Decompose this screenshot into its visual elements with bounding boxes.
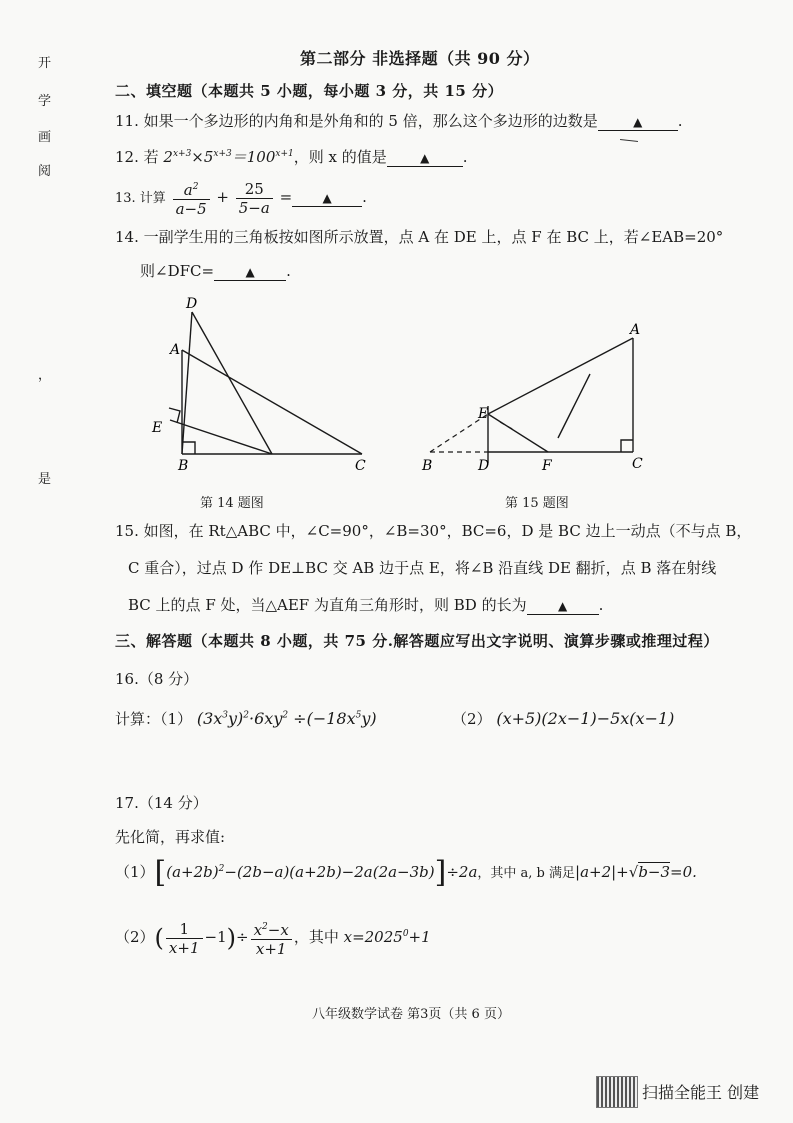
question-text: 11. 如果一个多边形的内角和是外角和的 5 倍，那么这个多边形的边数是 [115, 112, 598, 130]
label-B: B [178, 458, 189, 474]
question-16-head: 16.（8 分） [115, 670, 199, 688]
label-A: A [170, 342, 181, 358]
label-A: A [630, 322, 641, 338]
figure-14 [140, 292, 380, 482]
label-B: B [422, 458, 433, 474]
equation: (x+5)(2x−1)−5x(x−1) [496, 709, 675, 728]
question-15-line2: C 重合），过点 D 作 DE⊥BC 交 AB 边于点 E，将∠B 沿直线 DE 翻折，点 B 落在射线 [128, 559, 717, 577]
label-E: E [152, 420, 163, 436]
question-15-line3: BC 上的点 F 处，当△AEF 为直角三角形时，则 BD 的长为 ▲ . [128, 596, 604, 614]
question-13: 13. 计算 $\frac{a^2}{a-5}$ + $\frac{25}{5-a}$ = ▲ . [115, 179, 367, 218]
answer-blank: ▲ [387, 148, 463, 167]
stray-mark [620, 139, 638, 142]
equation: $2^{x+3}\times 5^{x+3}=100^{x+1}$ [163, 148, 294, 166]
condition: $x=2025^0+1$ [343, 928, 431, 946]
question-14: 14. 一副学生用的三角板按如图所示放置，点 A 在 DE 上，点 F 在 BC 上，若∠EAB=20° [115, 228, 724, 246]
section-title: 三、解答题（本题共 8 小题，共 75 分.解答题应写出文字说明、演算步骤或推理过程） [115, 632, 719, 650]
question-17-part2: （2）( $\frac{1}{x+1}$ −1)÷ $\frac{x^2-x}{x+1}$ ，其中 $x=2025^0+1$ [115, 919, 431, 958]
question-12: 12. 若 $2^{x+3}\times 5^{x+3}=100^{x+1}$，则 x 的值是 ▲ . [115, 148, 468, 166]
page-footer: 八年级数学试卷 第3页（共 6 页） [312, 1007, 510, 1022]
scanner-watermark: 扫描全能王 创建 [642, 1083, 760, 1102]
equation: $[(a+2b)^2-(2b-a)(a+2b)-2a(2a-3b)]\div 2a$ [154, 855, 478, 890]
label-C: C [632, 456, 643, 472]
question-11: 11. 如果一个多边形的内角和是外角和的 5 倍，那么这个多边形的边数是 ▲ . [115, 112, 683, 130]
section-title: 二、填空题（本题共 5 小题，每小题 3 分，共 15 分） [115, 82, 504, 100]
label-C: C [355, 458, 366, 474]
part-title: 第二部分 非选择题（共 90 分） [300, 49, 540, 68]
fraction: $\frac{25}{5-a}$ [236, 180, 273, 217]
condition: |a+2|+√b−3=0. [575, 863, 697, 881]
margin-mark: 开 [38, 56, 52, 71]
answer-blank: ▲ [292, 188, 362, 207]
question-16-part1: 计算：（1） $(3x^3y)^2\cdot 6xy^2 \div(-18x^5y)$ [115, 709, 377, 728]
margin-mark: 是 [38, 472, 52, 487]
fraction: $\frac{a^2}{a-5}$ [173, 178, 210, 218]
answer-blank: ▲ [598, 112, 678, 131]
scanner-logo [596, 1076, 638, 1108]
label-E: E [478, 406, 489, 422]
margin-mark: ， [38, 368, 52, 383]
label-D: D [186, 296, 198, 312]
figure-15 [418, 318, 658, 478]
answer-blank: ▲ [527, 596, 599, 615]
question-17-part1: $(1)[(a+2b)^2-(2b-a)(a+2b)-2a(2a-3b)]\div 2a$，其中 a, b 满足|a+2|+√b−3=0. [115, 855, 697, 890]
margin-mark: 阅 [38, 164, 52, 179]
label-D: D [478, 458, 490, 474]
figure-15-caption: 第 15 题图 [505, 496, 569, 511]
question-15: 15. 如图，在 Rt△ABC 中，∠C=90°，∠B=30°，BC=6，D 是 BC 边上一动点（不与点 B， [115, 522, 752, 540]
question-17-lead: 先化简，再求值: [115, 828, 226, 846]
question-14-line2: 则∠DFC= ▲ . [140, 262, 291, 280]
fraction: $\frac{1}{x+1}$ [166, 920, 203, 957]
question-17-head: 17.（14 分） [115, 794, 208, 812]
answer-blank: ▲ [214, 262, 286, 281]
figure-14-caption: 第 14 题图 [200, 496, 264, 511]
question-16-part2: （2） (x+5)(2x−1)−5x(x−1) [452, 709, 675, 728]
margin-mark: 学 [38, 94, 52, 109]
equation: $(3x^3y)^2\cdot 6xy^2 \div(-18x^5y)$ [196, 709, 377, 728]
margin-mark: 画 [38, 130, 52, 145]
fraction: $\frac{x^2-x}{x+1}$ [251, 918, 292, 958]
label-F: F [542, 458, 552, 474]
